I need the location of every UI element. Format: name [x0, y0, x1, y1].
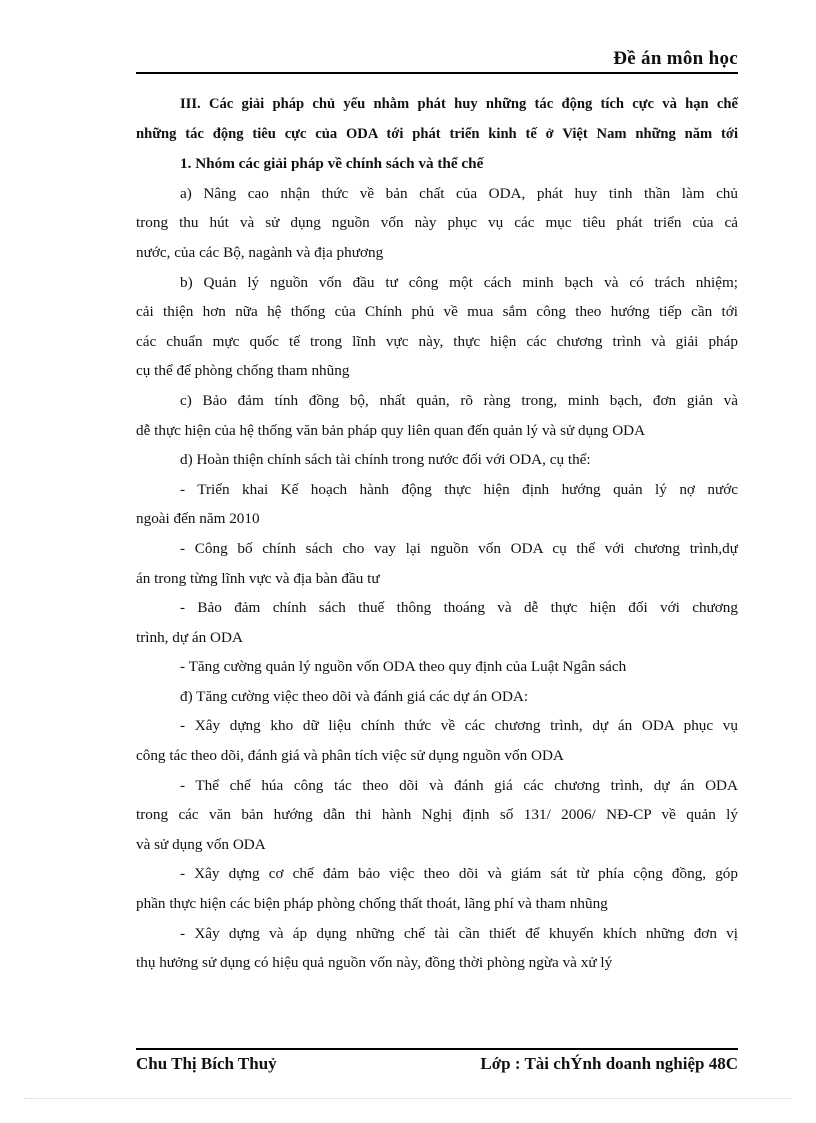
subsection-heading: 1. Nhóm các giải pháp về chính sách và thể chế: [180, 155, 484, 173]
paragraph-line: phần thực hiện các biện pháp phòng chống thất thoát, lãng phí và tham nhũng: [136, 895, 608, 913]
paragraph-line: các chuẩn mực quốc tế trong lĩnh vực này, thực hiện các chương trình và giải pháp: [136, 332, 738, 350]
paragraph-line: và sử dụng vốn ODA: [136, 835, 266, 853]
footer-class-info: Lớp : Tài chÝnh doanh nghiệp 48C: [480, 1054, 738, 1073]
paragraph-line: trong các văn bản hướng dẫn thi hành Nghị định số 131/ 2006/ NĐ-CP về quản lý: [136, 806, 738, 824]
section-heading-line-2: những tác động tiêu cực của ODA tới phát triển kinh tế ở Việt Nam những năm tới: [136, 125, 738, 142]
header-title: Đề án môn học: [613, 48, 738, 69]
paragraph-line: nước, của các Bộ, nagành và địa phương: [136, 243, 384, 261]
paragraph-line: thụ hưởng sử dụng có hiệu quả nguồn vốn này, đồng thời phòng ngừa và xử lý: [136, 954, 613, 972]
paragraph-line: d) Hoàn thiện chính sách tài chính trong nước đối với ODA, cụ thể:: [180, 451, 591, 469]
paragraph-line: - Xây dựng kho dữ liệu chính thức về các chương trình, dự án ODA phục vụ: [180, 717, 738, 735]
paragraph-line: - Triển khai Kế hoạch hành động thực hiện định hướng quản lý nợ nước: [180, 480, 738, 498]
paragraph-line: - Thể chế húa công tác theo dõi và đánh giá các chương trình, dự án ODA: [180, 776, 738, 794]
footer-author: Chu Thị Bích Thuỷ: [136, 1054, 277, 1073]
paragraph-line: - Bảo đảm chính sách thuế thông thoáng và dễ thực hiện đối với chương: [180, 599, 738, 617]
paragraph-line: đ) Tăng cường việc theo dõi và đánh giá các dự án ODA:: [180, 687, 529, 705]
paragraph-line: cụ thể để phòng chống tham nhũng: [136, 362, 350, 380]
header-rule: [136, 72, 738, 74]
paragraph-line: - Công bố chính sách cho vay lại nguồn vốn ODA cụ thể với chương trình,dự: [180, 539, 738, 557]
paragraph-line: án trong từng lĩnh vực và địa bàn đầu tư: [136, 569, 380, 587]
page-bottom-dotted-line: [24, 1098, 792, 1099]
paragraph-line: công tác theo dõi, đánh giá và phân tích việc sử dụng nguồn vốn ODA: [136, 747, 564, 765]
document-body: [136, 90, 738, 978]
paragraph-line: - Xây dựng và áp dụng những chế tài cần thiết để khuyến khích những đơn vị: [180, 924, 738, 942]
paragraph-line: cải thiện hơn nữa hệ thống của Chính phủ về mua sắm công theo hướng tiếp cần tới: [136, 303, 738, 321]
paragraph-line: ngoài đến năm 2010: [136, 510, 260, 528]
paragraph-line: a) Nâng cao nhận thức về bản chất của ODA, phát huy tinh thần làm chủ: [180, 184, 738, 202]
paragraph-line: dễ thực hiện của hệ thống văn bản pháp quy liên quan đến quản lý và sử dụng ODA: [136, 421, 646, 439]
footer-rule: [136, 1048, 738, 1050]
paragraph-line: - Tăng cường quản lý nguồn vốn ODA theo quy định của Luật Ngân sách: [180, 658, 627, 676]
paragraph-line: b) Quản lý nguồn vốn đầu tư công một cách minh bạch và có trách nhiệm;: [180, 273, 738, 291]
section-heading-line-1: III. Các giải pháp chủ yếu nhằm phát huy những tác động tích cực và hạn chế: [180, 96, 738, 112]
paragraph-line: trình, dự án ODA: [136, 628, 243, 646]
paragraph-line: - Xây dựng cơ chế đảm bảo việc theo dõi và giám sát từ phía cộng đồng, góp: [180, 865, 738, 883]
paragraph-line: trong thu hút và sử dụng nguồn vốn này phục vụ các mục tiêu phát triển của cả: [136, 214, 738, 232]
paragraph-line: c) Bảo đảm tính đồng bộ, nhất quản, rõ ràng trong, minh bạch, đơn giản và: [180, 391, 738, 409]
